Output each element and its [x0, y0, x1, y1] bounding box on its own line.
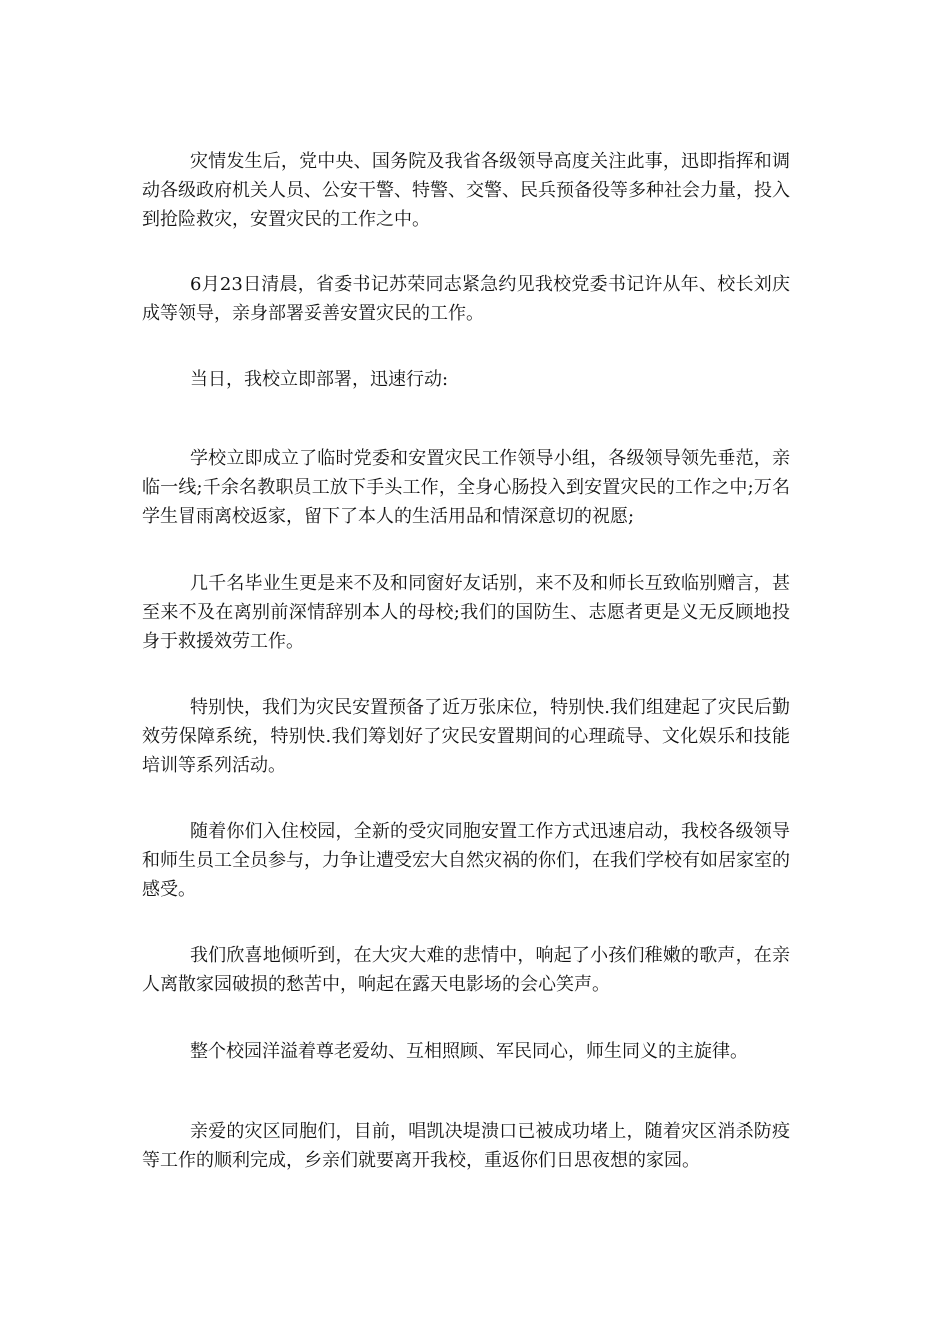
paragraph-8: 我们欣喜地倾听到，在大灾大难的悲情中，响起了小孩们稚嫩的歌声，在亲人离散家园破损的愁苦中，响起在露天电影场的会心笑声。 — [142, 945, 790, 995]
paragraph-1: 灾情发生后，党中央、国务院及我省各级领导高度关注此事，迅即指挥和调动各级政府机关人员、公安干警、特警、交警、民兵预备役等多种社会力量，投入到抢险救灾，安置灾民的工作之中。 — [142, 151, 790, 230]
paragraph-10: 亲爱的灾区同胞们，目前，唱凯决堤溃口已被成功堵上，随着灾区消杀防疫等工作的顺利完成，乡亲们就要离开我校，重返你们日思夜想的家园。 — [142, 1121, 790, 1171]
paragraph-7: 随着你们入住校园，全新的受灾同胞安置工作方式迅速启动，我校各级领导和师生员工全员参与，力争让遭受宏大自然灾祸的你们，在我们学校有如居家室的感受。 — [142, 821, 790, 900]
paragraph-3: 当日，我校立即部署，迅速行动: — [190, 369, 449, 390]
paragraph-4: 学校立即成立了临时党委和安置灾民工作领导小组，各级领导领先垂范，亲临一线;千余名教职员工放下手头工作，全身心肠投入到安置灾民的工作之中;万名学生冒雨离校返家，留下了本人的生活用品和情深意切的祝愿; — [142, 448, 790, 527]
paragraph-9: 整个校园洋溢着尊老爱幼、互相照顾、军民同心，师生同义的主旋律。 — [190, 1041, 748, 1062]
paragraph-6: 特别快，我们为灾民安置预备了近万张床位，特别快.我们组建起了灾民后勤效劳保障系统，特别快.我们筹划好了灾民安置期间的心理疏导、文化娱乐和技能培训等系列活动。 — [142, 697, 790, 776]
paragraph-5: 几千名毕业生更是来不及和同窗好友话别，来不及和师长互致临别赠言，甚至来不及在离别前深情辞别本人的母校;我们的国防生、志愿者更是义无反顾地投身于救援效劳工作。 — [142, 573, 790, 652]
paragraph-2: 6月23日清晨，省委书记苏荣同志紧急约见我校党委书记许从年、校长刘庆成等领导，亲身部署妥善安置灾民的工作。 — [142, 274, 790, 324]
